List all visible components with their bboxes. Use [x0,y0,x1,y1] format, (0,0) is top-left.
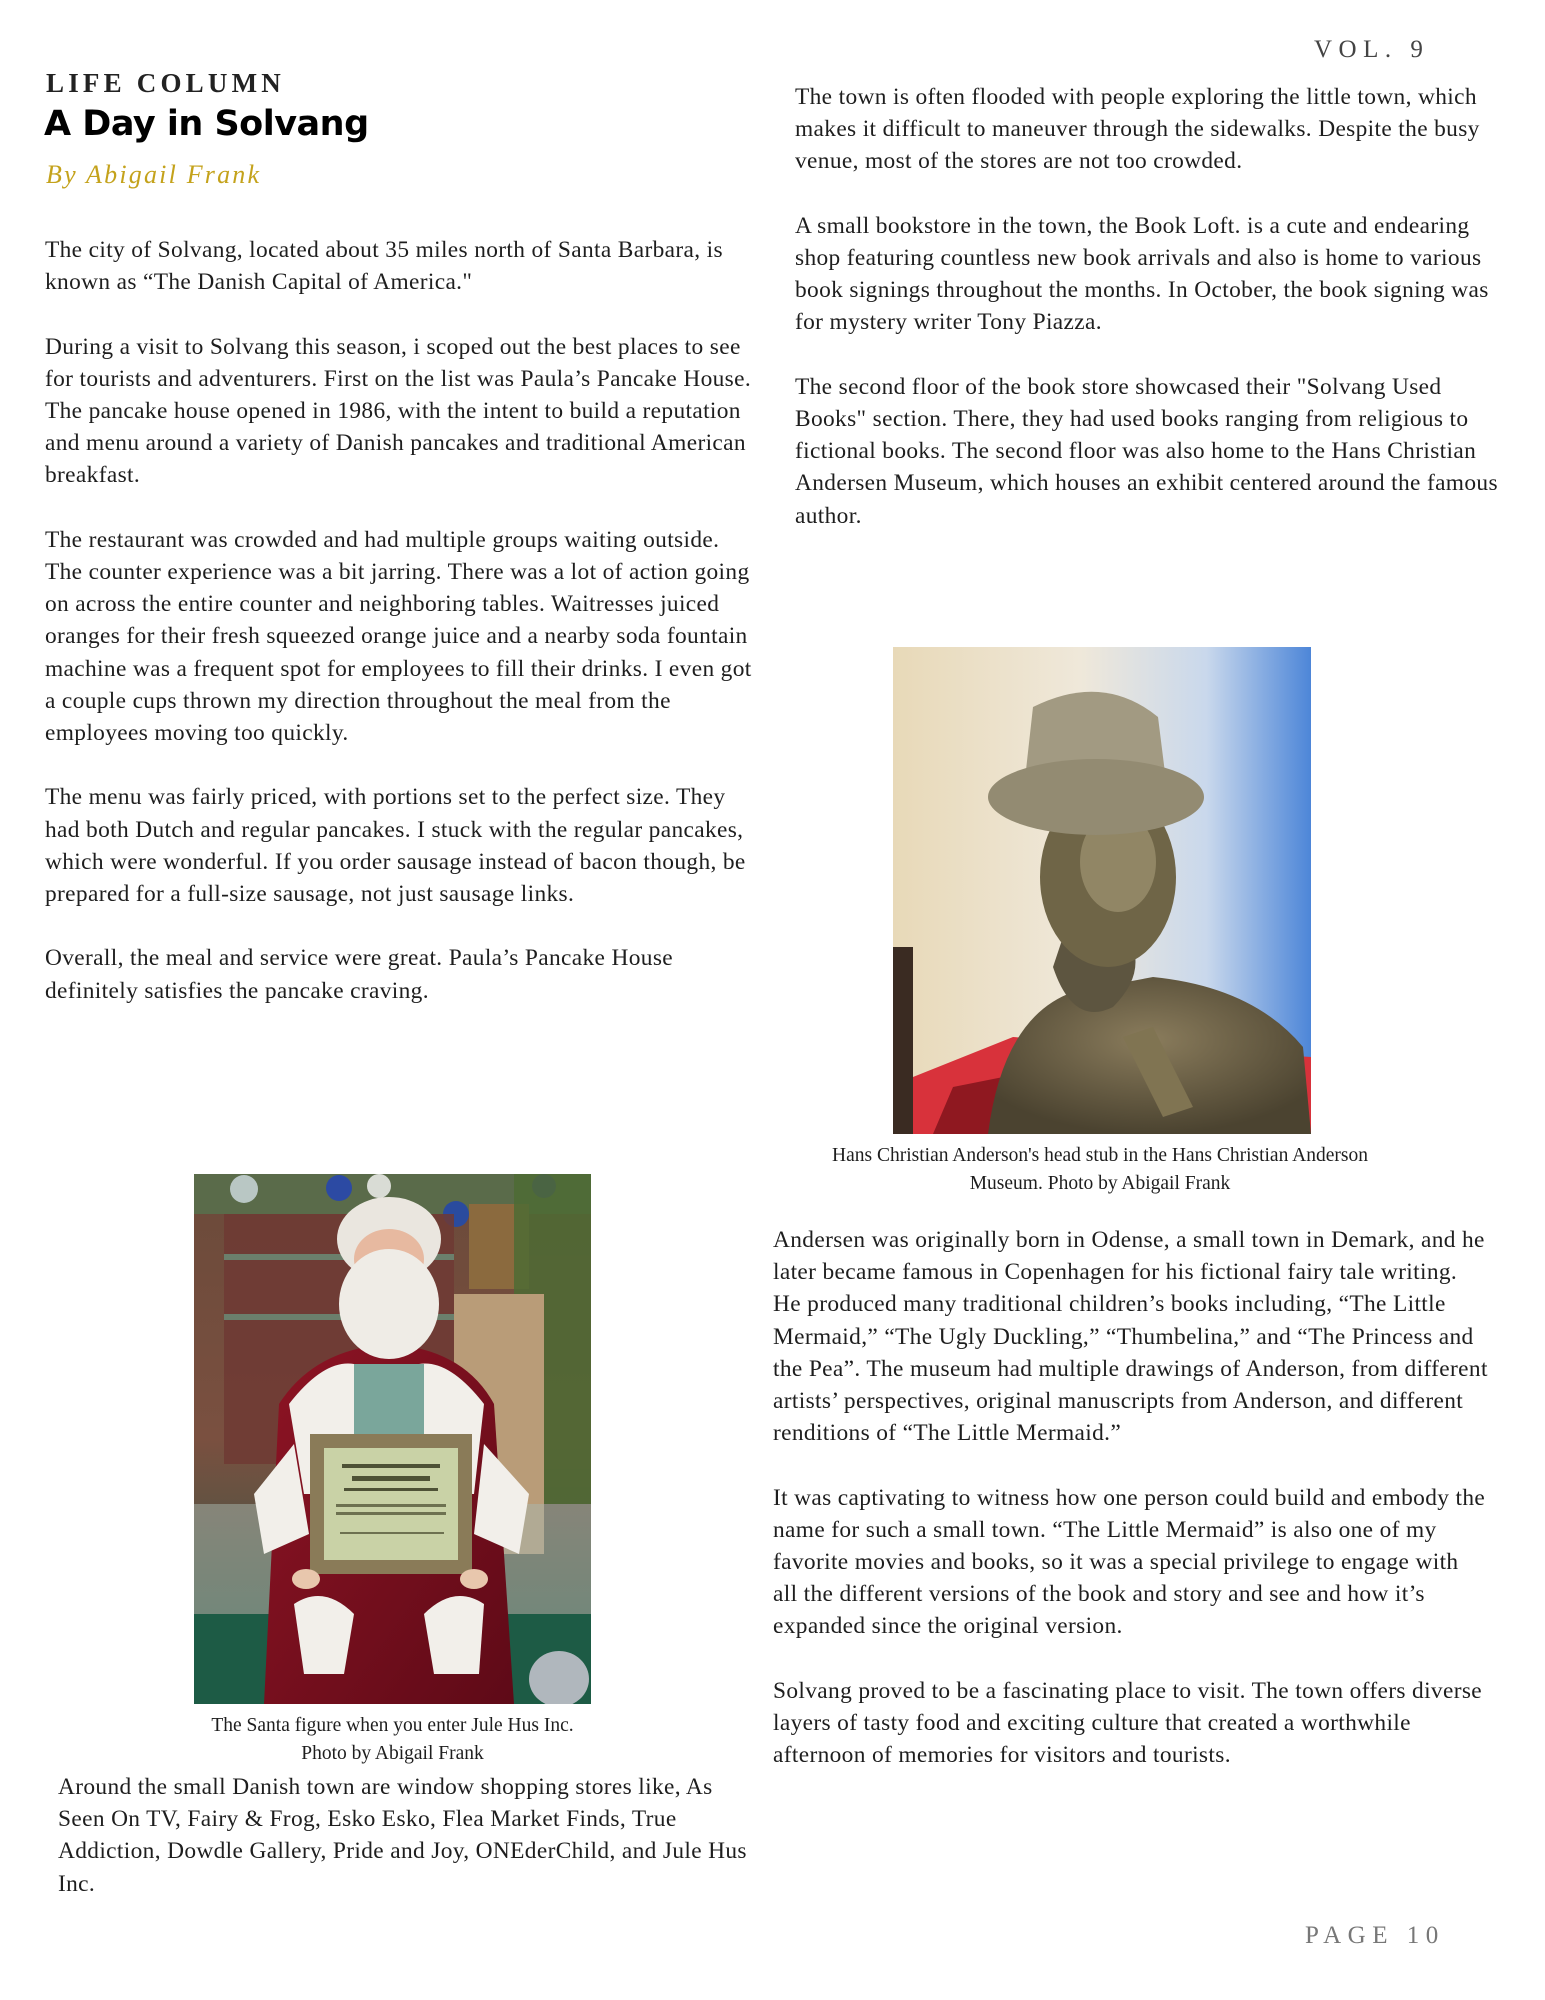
caption-line: Photo by Abigail Frank [301,1743,484,1764]
paragraph: A small bookstore in the town, the Book Loft. is a cute and endearing shop featuring countless new book arrivals and also is home to various book signings throughout the months. In October, the book signing was for mystery writer Tony Piazza. [795,212,1489,336]
article-title: A Day in Solvang [44,104,369,144]
santa-figure-image [194,1174,591,1704]
paragraph: The menu was fairly priced, with portions set to the perfect size. They had both Dutch and regular pancakes. I stuck with the regular pancakes, which were wonderful. If you order sausage instead of bacon though, be prepared for a full-size sausage, not just sausage links. [45,784,746,908]
santa-photo [194,1174,591,1704]
paragraph: The town is often flooded with people exploring the little town, which makes it difficult to maneuver through the sidewalks. Despite the busy venue, most of the stores are not too crowded. [795,84,1480,175]
andersen-photo-caption [760,1142,1440,1198]
volume-label: VOL. 9 [1314,36,1430,63]
andersen-bust-image [893,647,1311,1134]
paragraph: Andersen was originally born in Odense, a small town in Demark, and he later became famous in Copenhagen for his fictional fairy tale writing. He produced many traditional children’s books including, “The Little Mermaid,” “The Ugly Duckling,” “Thumbelina,” and “The Princess and the Pea”. The museum had multiple drawings of Anderson, from different artists’ perspectives, original manuscripts from Anderson, and different renditions of “The Little Mermaid.” [773,1227,1488,1447]
paragraph: Around the small Danish town are window shopping stores like, As Seen On TV, Fairy & Frog, Esko Esko, Flea Market Finds, True Addiction, Dowdle Gallery, Pride and Joy, ONEderChild, and Jule Hus Inc. [58,1774,747,1897]
paragraph: During a visit to Solvang this season, i scoped out the best places to see for tourists and adventurers. First on the list was Paula’s Pancake House. The pancake house opened in 1986, with the intent to build a reputation and menu around a variety of Danish pancakes and traditional American breakfast. [45,333,752,489]
paragraph: The city of Solvang, located about 35 miles north of Santa Barbara, is known as “The Danish Capital of America." [45,237,723,296]
left-column-body [45,234,757,1007]
article-byline: By Abigail Frank [46,160,262,189]
andersen-bust-photo [893,647,1311,1134]
santa-photo-caption [94,1712,691,1768]
caption-line: Hans Christian Anderson's head stub in the Hans Christian Anderson [832,1145,1368,1166]
paragraph: Solvang proved to be a fascinating place to visit. The town offers diverse layers of tasty food and exciting culture that created a worthwhile afternoon of memories for visitors and tourists. [773,1677,1483,1769]
right-column-top-body [795,81,1501,532]
section-kicker: LIFE COLUMN [46,68,285,98]
caption-line: The Santa figure when you enter Jule Hus Inc. [211,1715,574,1736]
paragraph: It was captivating to witness how one person could build and embody the name for such a small town. “The Little Mermaid” is also one of my favorite movies and books, so it was a special privilege to engage with all the different versions of the book and story and see and how it’s expanded since the original version. [773,1484,1486,1640]
page-number: PAGE 10 [1305,1922,1445,1949]
paragraph: The restaurant was crowded and had multiple groups waiting outside. The counter experience was a bit jarring. There was a lot of action going on across the entire counter and neighboring tables. Waitresses juiced oranges for their fresh squeezed orange juice and a nearby soda fountain machine was a frequent spot for employees to fill their drinks. I even got a couple cups thrown my direction throughout the meal from the employees moving too quickly. [45,526,752,747]
left-column-closing [58,1771,758,1900]
paragraph: The second floor of the book store showcased their "Solvang Used Books" section. There, they had used books ranging from religious to fictional books. The second floor was also home to the Hans Christian Andersen Museum, which houses an exhibit centered around the famous author. [795,373,1498,529]
paragraph: Overall, the meal and service were great. Paula’s Pancake House definitely satisfies the pancake craving. [45,945,674,1004]
right-column-bottom-body [773,1224,1489,1771]
caption-line: Museum. Photo by Abigail Frank [969,1173,1231,1194]
